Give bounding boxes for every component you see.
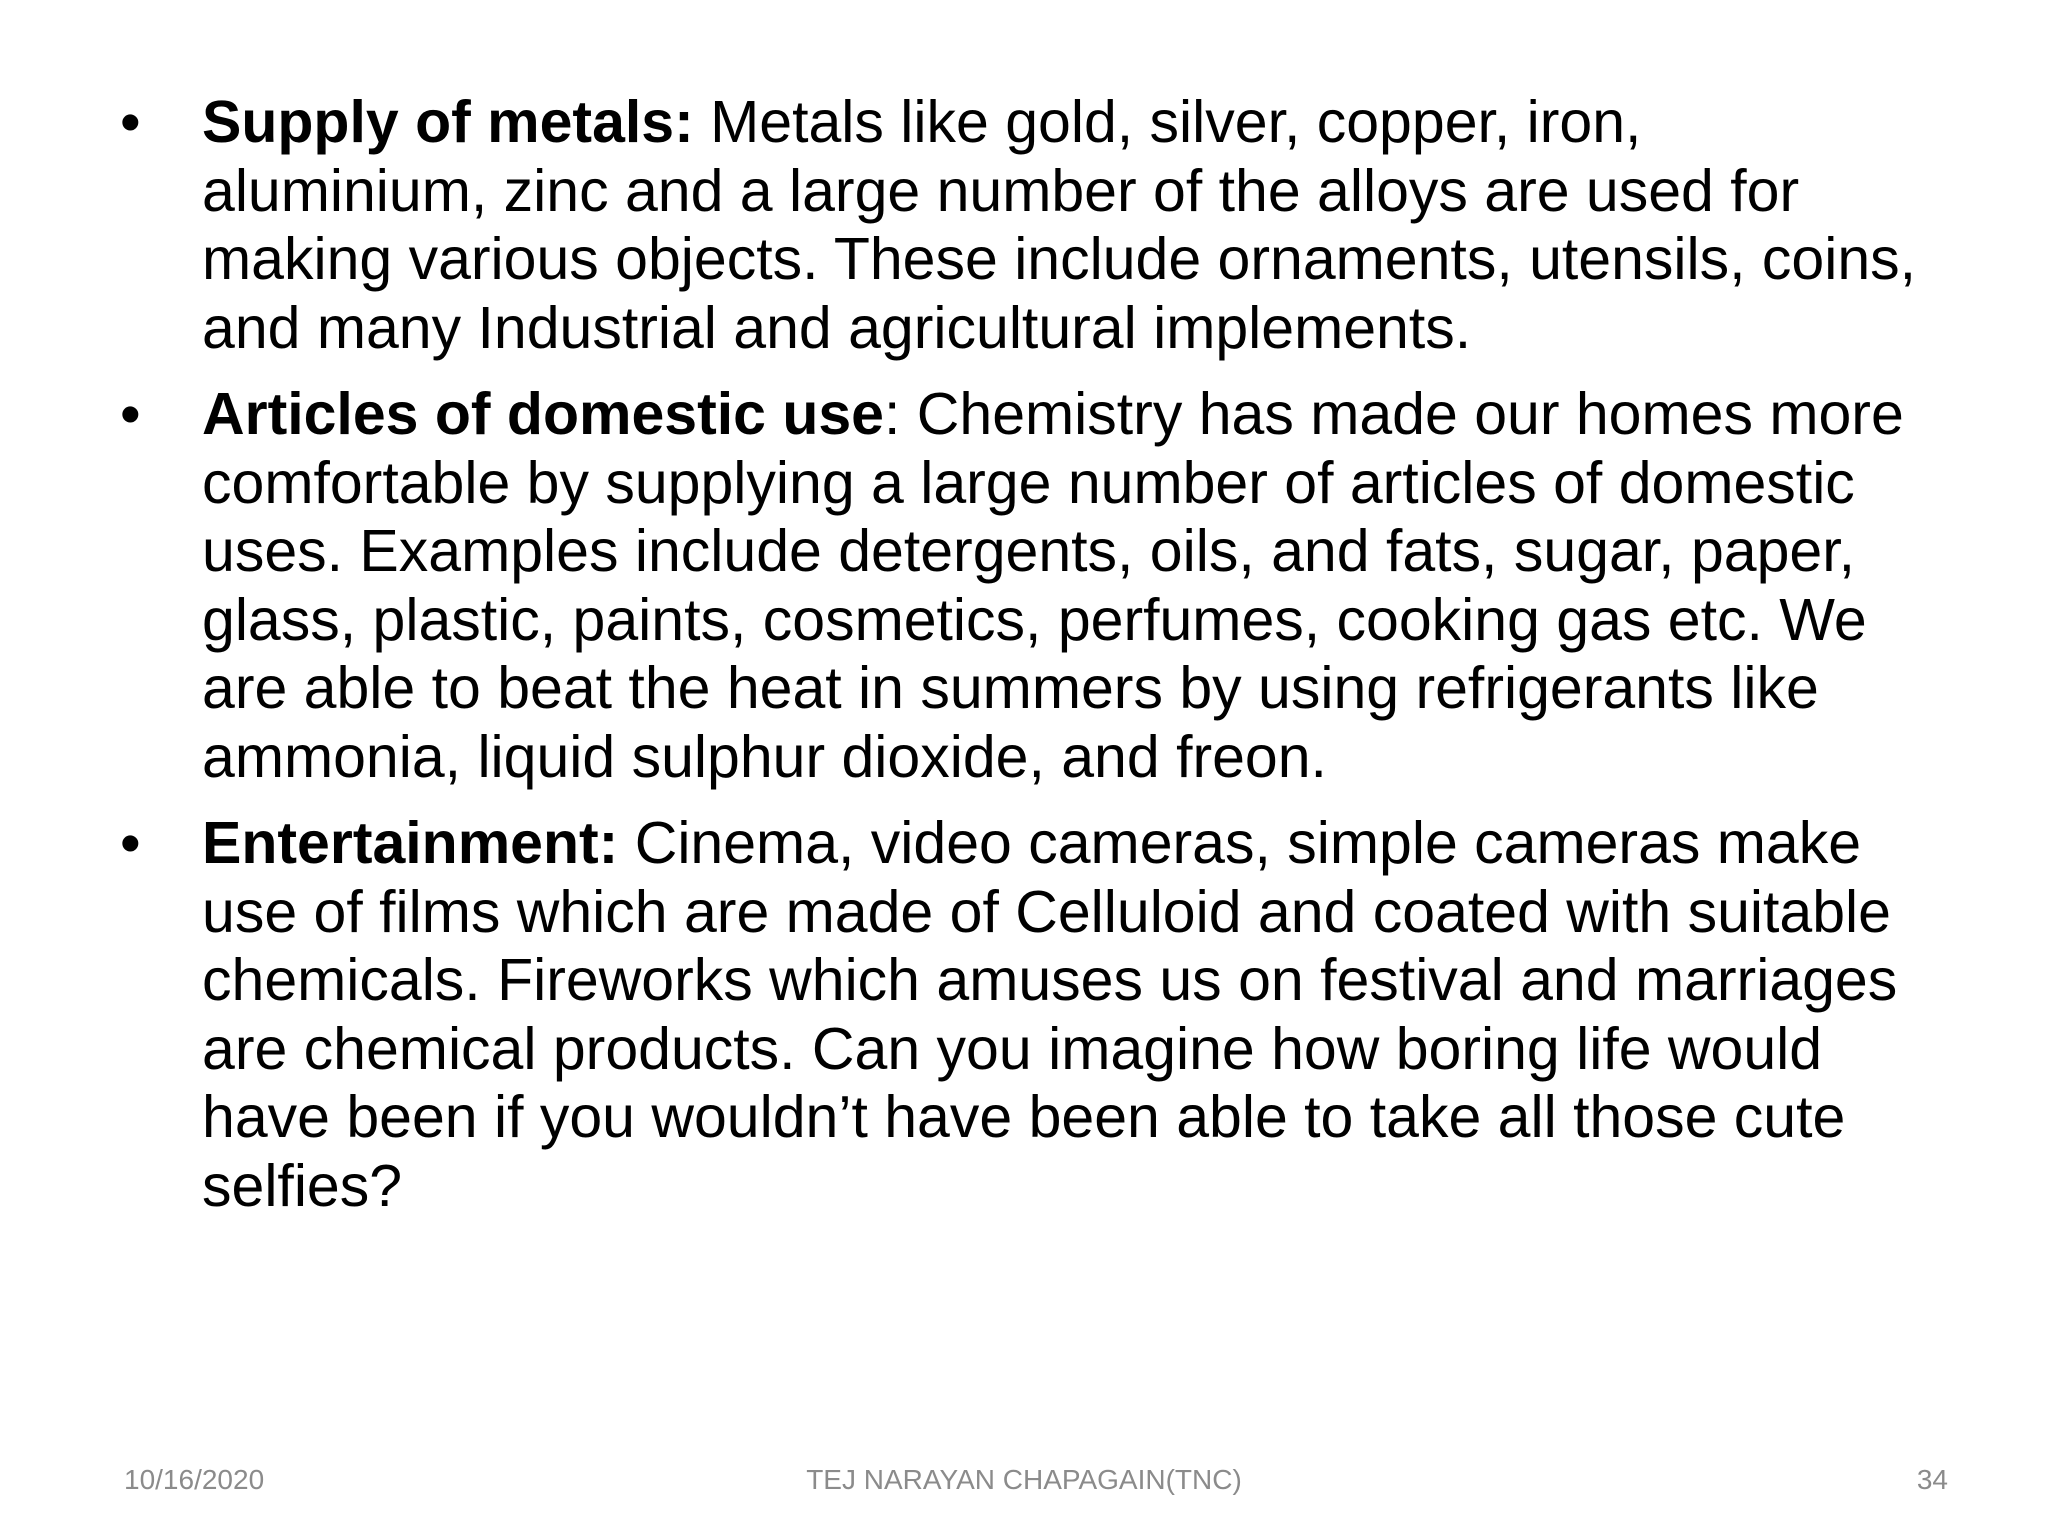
footer-author: TEJ NARAYAN CHAPAGAIN(TNC) bbox=[806, 1464, 1242, 1495]
bullet-supply-of-metals bbox=[120, 88, 1940, 362]
bullet-term: Entertainment: bbox=[202, 810, 619, 876]
footer-page-number: 34 bbox=[1916, 1464, 1948, 1495]
bullet-term: Articles of domestic use bbox=[202, 381, 884, 447]
footer-date: 10/16/2020 bbox=[124, 1464, 265, 1495]
slide-body bbox=[120, 88, 1940, 1238]
bullet-dot-icon: • bbox=[120, 810, 141, 876]
bullet-term: Supply of metals: bbox=[202, 89, 694, 155]
bullet-dot-icon: • bbox=[120, 89, 141, 155]
bullet-articles-of-domestic-use bbox=[120, 380, 1940, 791]
bullet-dot-icon: • bbox=[120, 381, 141, 447]
bullet-entertainment bbox=[120, 809, 1940, 1220]
bullet-text: : Chemistry has made our homes more comfortable by supplying a large number of articles of domestic uses. Examples include detergents, oils, and fats, sugar, paper, glass, plastic, paints, cosmetics, perfumes, cooking gas etc. We are able to beat the heat in summers by using refrigerants like ammonia, liquid sulphur dioxide, and freon. bbox=[202, 381, 1904, 790]
bullet-text: Metals like gold, silver, copper, iron, aluminium, zinc and a large number of the alloys are used for making various objects. These include ornaments, utensils, coins, and many Industrial and agricultural implements. bbox=[202, 89, 1917, 361]
bullet-text: Cinema, video cameras, simple cameras make use of films which are made of Celluloid and coated with suitable chemicals. Fireworks which amuses us on festival and marriages are chemical products. Can you imagine how boring life would have been if you wouldn’t have been able to take all those cute selfies? bbox=[202, 810, 1898, 1219]
